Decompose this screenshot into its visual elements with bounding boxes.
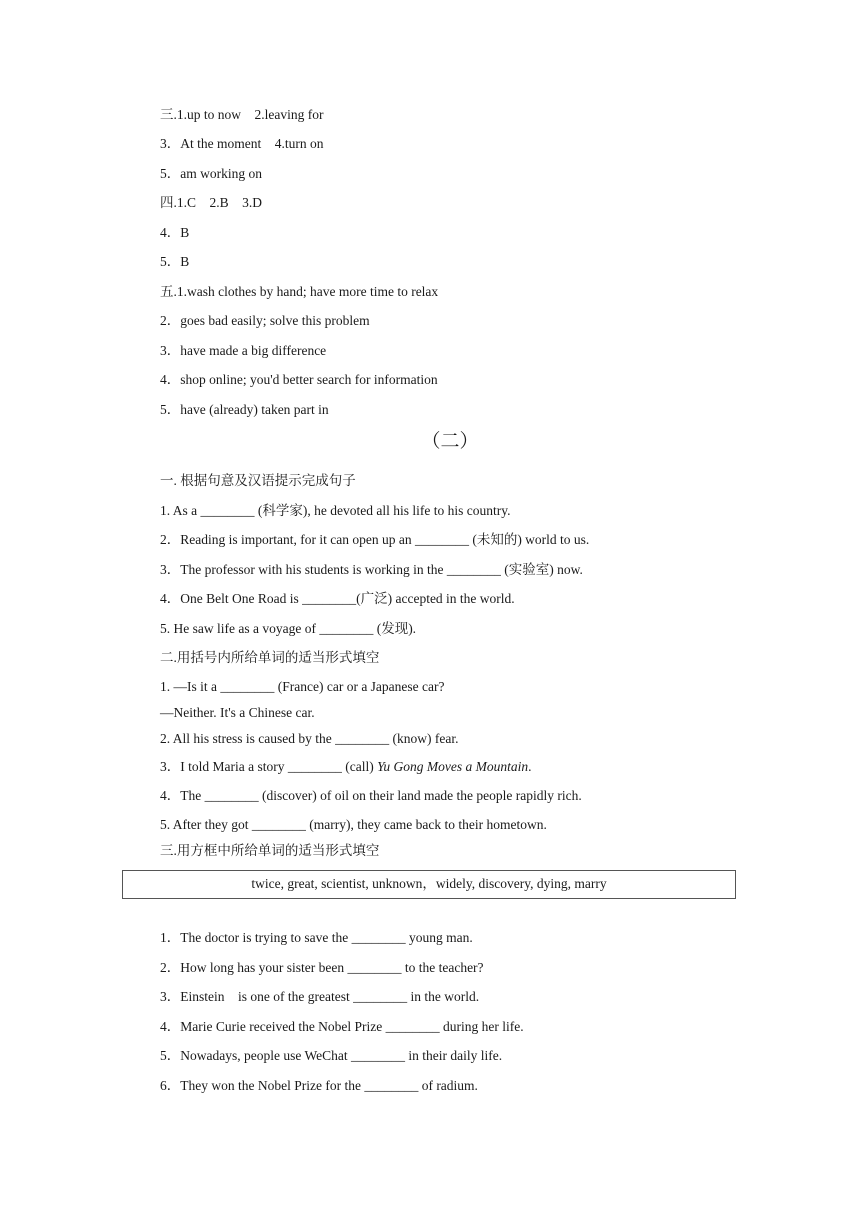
exercise-item (160, 759, 531, 775)
exercise-item: 3．The professor with his students is working in the ________ (实验室) now. (160, 562, 583, 577)
section-heading: 三.用方框中所给单词的适当形式填空 (160, 843, 380, 858)
section-heading: 一. 根据句意及汉语提示完成句子 (160, 473, 356, 488)
exercise-item: 6．They won the Nobel Prize for the ________ of radium. (160, 1078, 478, 1093)
word-box: twice, great, scientist, unknown，widely, discovery, dying, marry (122, 870, 736, 899)
exercise-item: 3．Einstein is one of the greatest ________ in the world. (160, 989, 480, 1004)
exercise-item: 2．Reading is important, for it can open up an ________ (未知的) world to us. (160, 532, 590, 547)
exercise-item: 4．Marie Curie received the Nobel Prize ________ during her life. (160, 1019, 524, 1034)
answer-line: 5．have (already) taken part in (160, 402, 329, 417)
exercise-item: 2．How long has your sister been ________ to the teacher? (160, 960, 484, 975)
answer-line: 2．goes bad easily; solve this problem (160, 313, 370, 328)
exercise-item: 5. After they got ________ (marry), they came back to their hometown. (160, 817, 547, 832)
exercise-item: 1. As a ________ (科学家), he devoted all his life to his country. (160, 503, 511, 518)
answer-line: 5．B (160, 254, 190, 269)
answer-line: 五.1.wash clothes by hand; have more time to relax (160, 284, 439, 299)
exercise-item: 5．Nowadays, people use WeChat ________ in their daily life. (160, 1048, 503, 1063)
item-text: 3．I told Maria a story ________ (call) (160, 759, 378, 774)
part-title: （二） (421, 431, 479, 452)
section-heading: 二.用括号内所给单词的适当形式填空 (160, 650, 380, 665)
exercise-item: 5. He saw life as a voyage of ________ (发现). (160, 621, 417, 636)
answer-line: 3．have made a big difference (160, 343, 327, 358)
answer-line: 4．B (160, 225, 190, 240)
answer-line: 3．At the moment 4.turn on (160, 136, 324, 151)
answer-line: 4．shop online; you'd better search for information (160, 372, 438, 387)
exercise-item: 2. All his stress is caused by the ________ (know) fear. (160, 731, 459, 746)
exercise-item: 1．The doctor is trying to save the ________ young man. (160, 930, 473, 945)
story-title: Yu Gong Moves a Mountain (377, 759, 529, 774)
exercise-item: 4．One Belt One Road is ________(广泛) accepted in the world. (160, 591, 515, 606)
item-text: . (528, 759, 532, 774)
answer-line: 四.1.C 2.B 3.D (160, 195, 263, 210)
exercise-item: 1. —Is it a ________ (France) car or a Japanese car? (160, 679, 445, 694)
exercise-item: 4．The ________ (discover) of oil on their land made the people rapidly rich. (160, 788, 582, 803)
exercise-item-answer: —Neither. It's a Chinese car. (160, 705, 315, 720)
answer-line: 三.1.up to now 2.leaving for (160, 107, 324, 122)
answer-line: 5．am working on (160, 166, 262, 181)
